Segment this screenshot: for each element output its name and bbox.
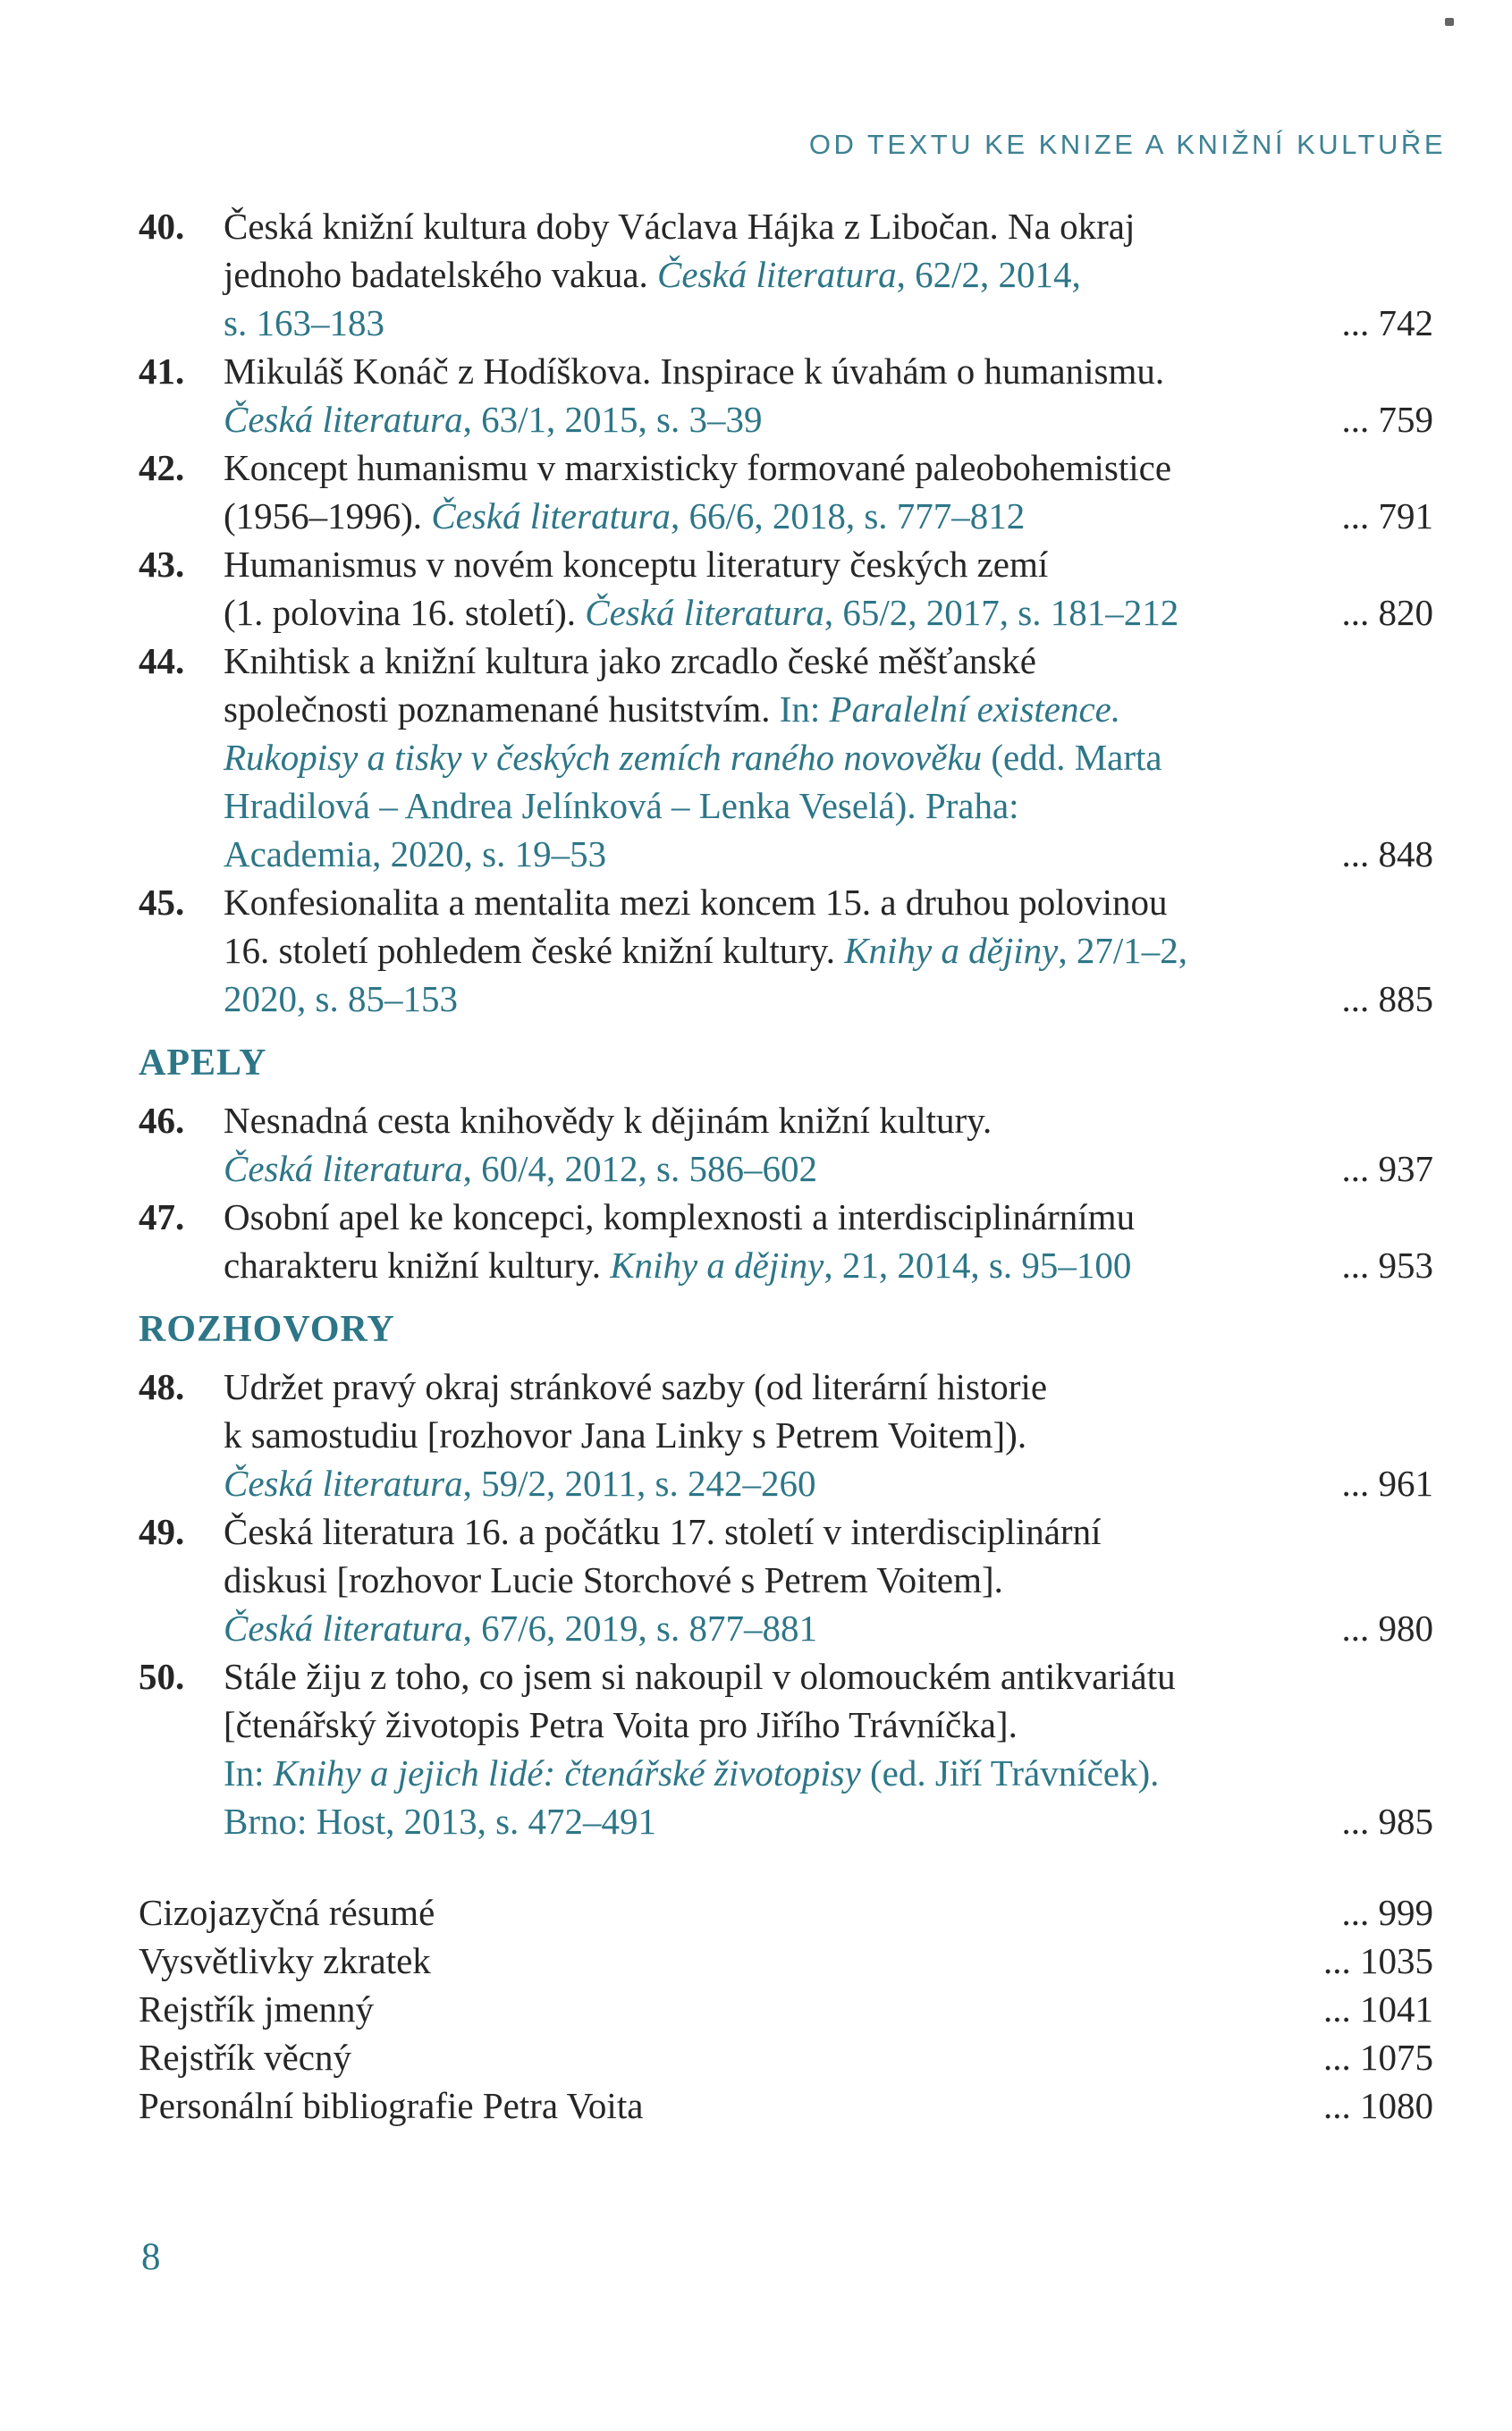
entry-text: charakteru knižní kultury.	[224, 1245, 611, 1286]
entry-line	[224, 492, 1433, 540]
citation-title: Knihy a dějiny	[610, 1245, 824, 1286]
page-ref: ... 937	[1341, 1148, 1433, 1189]
entry-text: Osobní apel ke koncepci, komplexnosti a interdisciplinárnímu	[224, 1196, 1136, 1237]
entry-text: společnosti poznamenané husitstvím.	[224, 688, 780, 730]
citation-text: (edd. Marta	[991, 737, 1162, 778]
back-matter-item-label: Rejstřík věcný	[139, 2037, 351, 2078]
entry-number: 40.	[139, 206, 185, 247]
citation-title: Česká literatura	[431, 495, 671, 536]
page-ref: ... 961	[1341, 1463, 1433, 1504]
entry-text: Konfesionalita a mentalita mezi koncem 15. a druhou polovinou	[224, 882, 1168, 923]
citation-text: Academia, 2020, s. 19–53	[224, 833, 607, 874]
entry-text: Knihtisk a knižní kultura jako zrcadlo české měšťanské	[224, 640, 1036, 681]
citation-title: Knihy a dějiny	[844, 930, 1059, 971]
citation-text: , 21, 2014, s. 95–100	[824, 1245, 1132, 1286]
back-matter-page-ref: ... 1075	[1323, 2037, 1433, 2078]
spacer	[139, 1845, 1433, 1888]
entry-text: jednoho badatelského vakua.	[224, 254, 658, 295]
entry-line	[224, 1749, 1433, 1797]
citation-text: , 66/6, 2018, s. 777–812	[670, 495, 1026, 536]
entry-text: Česká knižní kultura doby Václava Hájka z Libočan. Na okraj	[224, 206, 1136, 247]
back-matter-item-label: Personální bibliografie Petra Voita	[139, 2085, 644, 2126]
back-matter-item	[139, 1937, 1433, 1985]
entry-line	[224, 1411, 1433, 1459]
entry-line	[224, 1144, 1433, 1193]
entry-line	[224, 1193, 1433, 1241]
entry-text: Humanismus v novém konceptu literatury českých zemí	[224, 544, 1049, 585]
toc-list	[139, 202, 1433, 2130]
entry-line	[224, 1556, 1433, 1604]
toc-entry	[139, 347, 1433, 443]
entry-number: 44.	[139, 640, 185, 681]
entry-number: 48.	[139, 1366, 185, 1407]
citation-text: Brno: Host, 2013, s. 472–491	[224, 1801, 657, 1842]
back-matter-page-ref: ... 999	[1341, 1892, 1433, 1933]
citation-text: , 63/1, 2015, s. 3–39	[462, 399, 763, 440]
entry-text: Stále žiju z toho, co jsem si nakoupil v olomouckém antikvariátu	[224, 1656, 1176, 1697]
entry-line	[224, 443, 1433, 492]
entry-text: diskusi [rozhovor Lucie Storchové s Petrem Voitem].	[224, 1559, 1003, 1600]
entry-number: 45.	[139, 882, 185, 923]
back-matter-item	[139, 1985, 1433, 2033]
entry-line	[224, 878, 1433, 926]
citation-text: 2020, s. 85–153	[224, 978, 458, 1019]
entry-line	[224, 637, 1433, 685]
citation-title: Česká literatura	[224, 399, 463, 440]
entry-number: 42.	[139, 447, 185, 488]
toc-entry	[139, 1652, 1433, 1845]
entry-line	[224, 1604, 1433, 1652]
back-matter-item	[139, 2081, 1433, 2130]
citation-text: s. 163–183	[224, 302, 384, 343]
entry-text: (1956–1996).	[224, 495, 432, 536]
citation-text: Hradilová – Andrea Jelínková – Lenka Veselá). Praha:	[224, 785, 1019, 826]
entry-number: 43.	[139, 544, 185, 585]
back-matter-item-label: Vysvětlivky zkratek	[139, 1940, 431, 1981]
entry-text: [čtenářský životopis Petra Voita pro Jiřího Trávníčka].	[224, 1704, 1018, 1745]
back-matter-item	[139, 1888, 1433, 1937]
back-matter-item-label: Cizojazyčná résumé	[139, 1892, 435, 1933]
citation-text: , 27/1–2,	[1058, 930, 1187, 971]
section-heading: ROZHOVORY	[139, 1309, 395, 1350]
page-ref: ... 980	[1341, 1608, 1433, 1649]
entry-line	[224, 1507, 1433, 1556]
entry-text: Udržet pravý okraj stránkové sazby (od literární historie	[224, 1366, 1048, 1407]
entry-line	[224, 1363, 1433, 1411]
toc-entry	[139, 443, 1433, 540]
citation-text: , 60/4, 2012, s. 586–602	[462, 1148, 817, 1189]
scan-artifact-dot	[1445, 18, 1454, 26]
back-matter-item-label: Rejstřík jmenný	[139, 1988, 375, 2030]
entry-line	[224, 1459, 1433, 1507]
back-matter-page-ref: ... 1035	[1323, 1940, 1433, 1981]
entry-line	[224, 1652, 1433, 1701]
running-header: OD TEXTU KE KNIZE A KNIŽNÍ KULTUŘE	[808, 129, 1446, 160]
toc-entry	[139, 1507, 1433, 1652]
citation-title: Česká literatura	[224, 1463, 463, 1504]
citation-text: , 65/2, 2017, s. 181–212	[824, 592, 1179, 633]
page-ref: ... 953	[1341, 1245, 1433, 1286]
entry-line	[224, 395, 1433, 443]
entry-line	[224, 1241, 1433, 1289]
entry-line	[224, 733, 1433, 781]
entry-number: 50.	[139, 1656, 185, 1697]
entry-number: 49.	[139, 1511, 185, 1552]
toc-entry	[139, 1363, 1433, 1507]
page-ref: ... 848	[1341, 833, 1433, 874]
entry-text: Koncept humanismu v marxisticky formované paleobohemistice	[224, 447, 1172, 488]
citation-title: Česká literatura	[657, 254, 897, 295]
section-heading: APELY	[139, 1042, 267, 1084]
citation-title: Knihy a jejich lidé: čtenářské životopisy	[273, 1752, 871, 1794]
citation-title: Česká literatura	[585, 592, 824, 633]
entry-line	[224, 781, 1433, 830]
entry-text: 16. století pohledem české knižní kultury.	[224, 930, 845, 971]
entry-text: Česká literatura 16. a počátku 17. století v interdisciplinární	[224, 1511, 1102, 1552]
entry-line	[224, 1096, 1433, 1144]
toc-entry	[139, 878, 1433, 1023]
page-ref: ... 759	[1341, 399, 1433, 440]
entry-line	[224, 1797, 1433, 1845]
entry-text: (1. polovina 16. století).	[224, 592, 586, 633]
entry-line	[224, 830, 1433, 878]
entry-number: 41.	[139, 350, 185, 392]
entry-number: 46.	[139, 1100, 185, 1141]
toc-entry	[139, 202, 1433, 347]
citation-text: , 62/2, 2014,	[896, 254, 1081, 295]
entry-line	[224, 250, 1433, 299]
entry-text: Nesnadná cesta knihovědy k dějinám knižní kultury.	[224, 1100, 993, 1141]
toc-entry	[139, 1193, 1433, 1289]
citation-text: (ed. Jiří Trávníček).	[870, 1752, 1160, 1794]
footer-page-number: 8	[141, 2236, 161, 2278]
toc-entry	[139, 1096, 1433, 1193]
page-ref: ... 885	[1341, 978, 1433, 1019]
page-ref: ... 791	[1341, 495, 1433, 536]
citation-text: , 59/2, 2011, s. 242–260	[462, 1463, 816, 1504]
entry-text: Mikuláš Konáč z Hodíškova. Inspirace k úvahám o humanismu.	[224, 350, 1165, 392]
entry-number: 47.	[139, 1196, 185, 1237]
citation-text: In:	[224, 1752, 274, 1794]
entry-line	[224, 540, 1433, 588]
citation-title: Rukopisy a tisky v českých zemích raného novověku	[224, 737, 992, 778]
entry-line	[224, 299, 1433, 347]
entry-line	[224, 588, 1433, 637]
entry-line	[224, 685, 1433, 733]
page-ref: ... 985	[1341, 1801, 1433, 1842]
entry-line	[224, 347, 1433, 395]
entry-text: k samostudiu [rozhovor Jana Linky s Petrem Voitem]).	[224, 1414, 1027, 1456]
citation-title: Česká literatura	[224, 1608, 463, 1649]
entry-line	[224, 926, 1433, 975]
entry-line	[224, 202, 1433, 250]
citation-title: Česká literatura	[224, 1148, 463, 1189]
entry-line	[224, 1701, 1433, 1749]
toc-entry	[139, 540, 1433, 637]
citation-title: Paralelní existence.	[829, 688, 1121, 730]
toc-entry	[139, 637, 1433, 878]
citation-text: , 67/6, 2019, s. 877–881	[462, 1608, 817, 1649]
page-ref: ... 820	[1341, 592, 1433, 633]
citation-text: In:	[779, 688, 830, 730]
back-matter-page-ref: ... 1080	[1323, 2085, 1433, 2126]
entry-line	[224, 975, 1433, 1023]
back-matter-page-ref: ... 1041	[1323, 1988, 1433, 2030]
page-ref: ... 742	[1341, 302, 1433, 343]
back-matter-item	[139, 2033, 1433, 2081]
